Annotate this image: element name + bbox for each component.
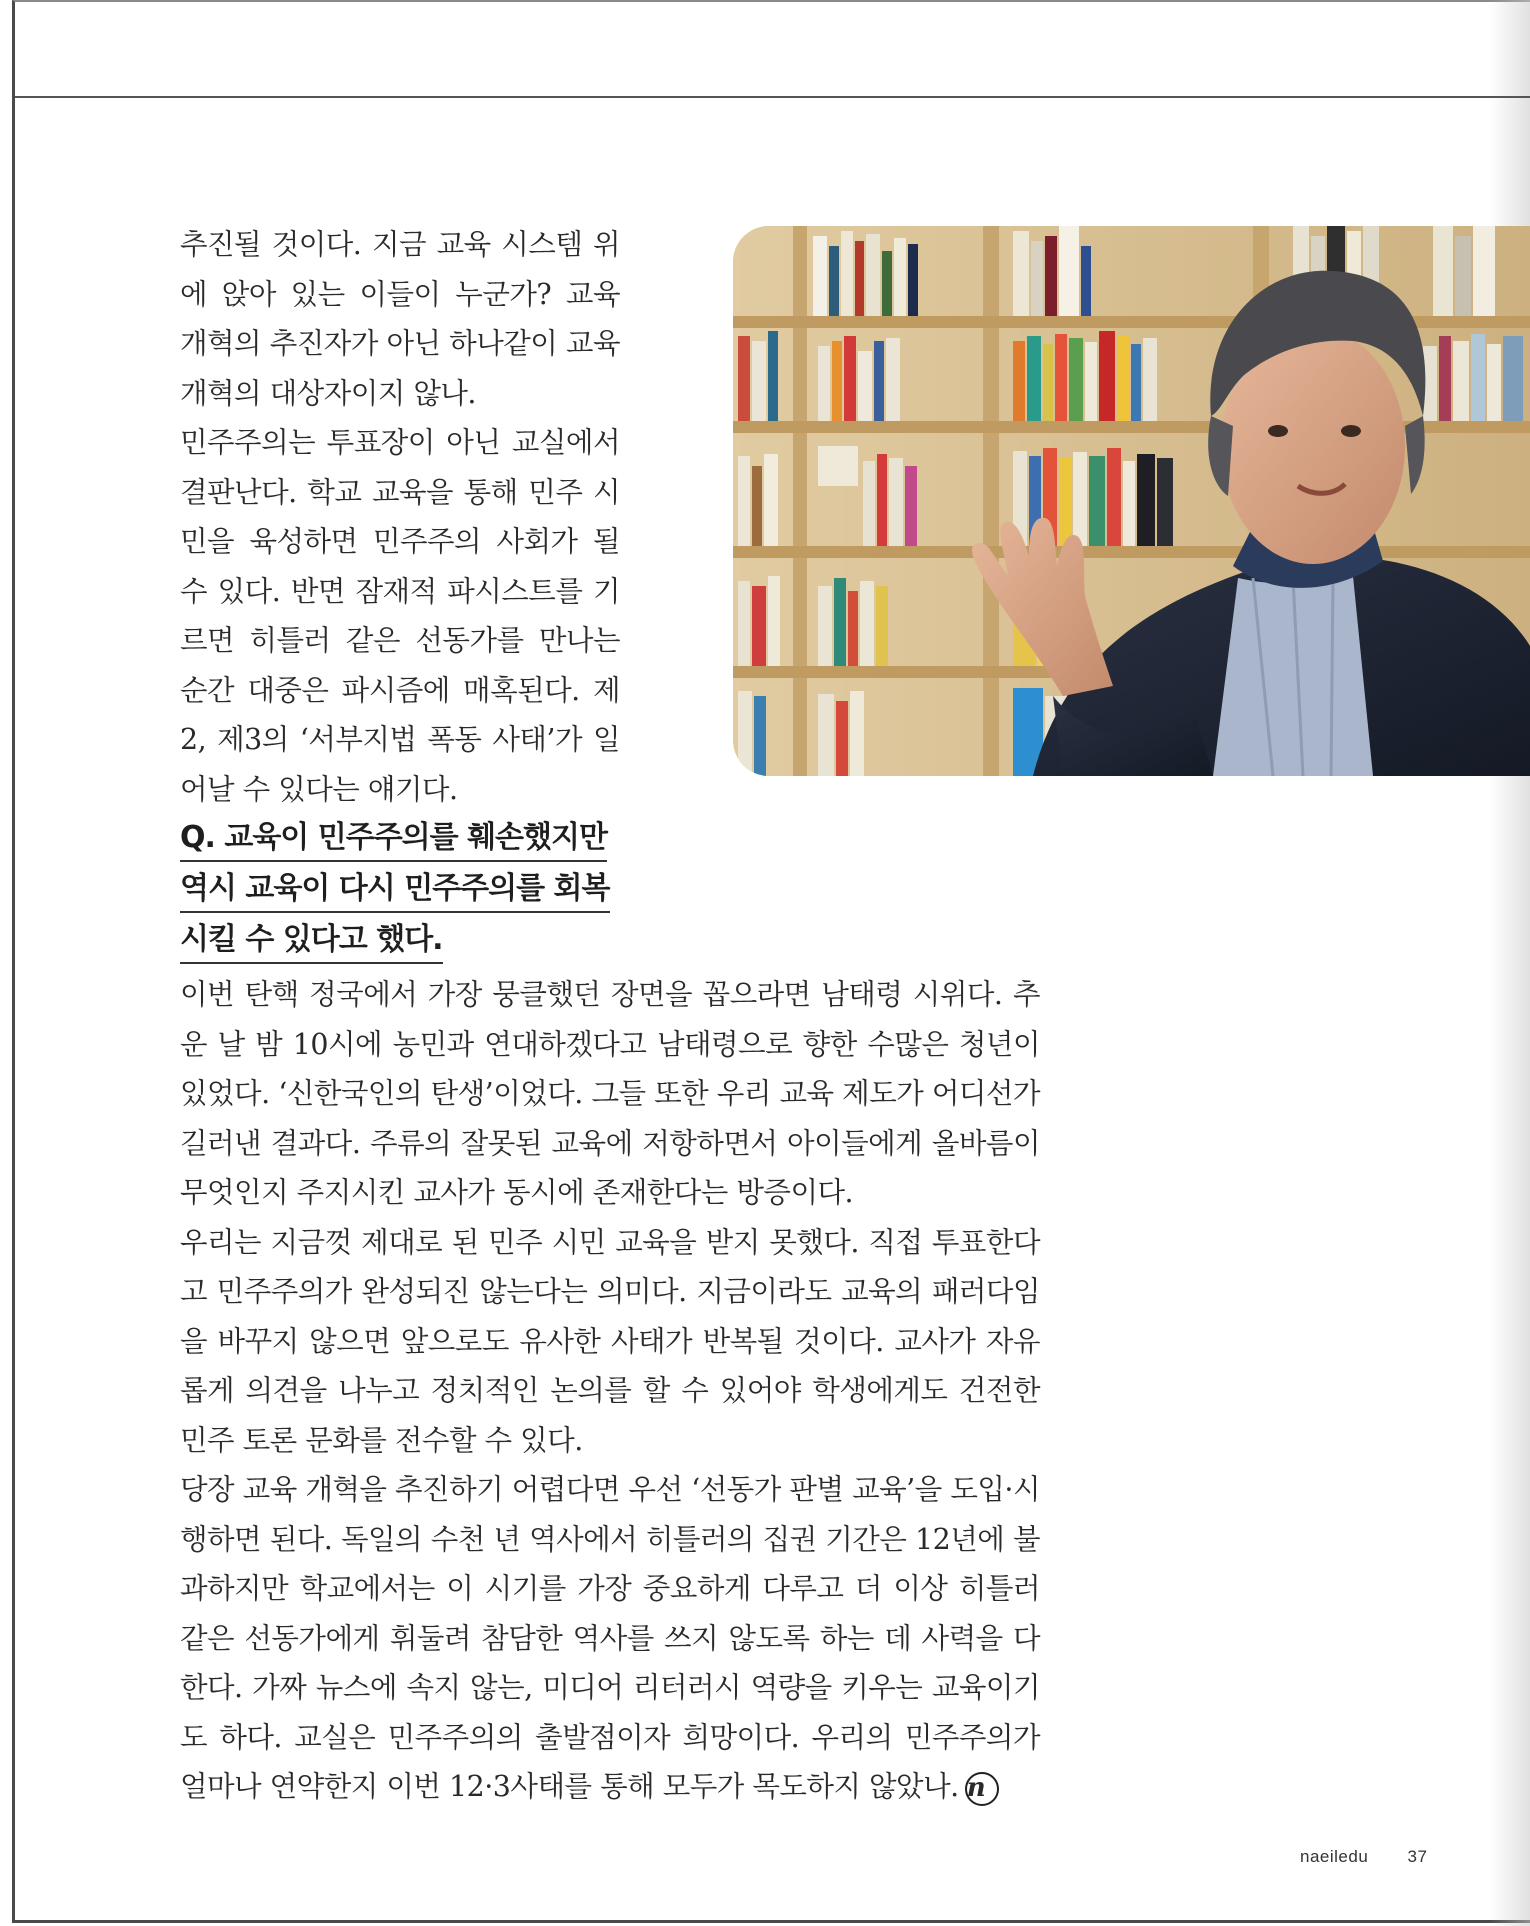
page-footer [1300,1847,1427,1867]
paragraph: 민주주의는 투표장이 아닌 교실에서 결판난다. 학교 교육을 통해 민주 시민을 육성하면 민주주의 사회가 될 수 있다. 반면 잠재적 파시스트를 기르면 히틀러 같은 선동가를 만나는 순간 대중은 파시즘에 매혹된다. 제2, 제3의 ‘서부지법 폭동 사태’가 일어날 수 있다는 얘기다. [180,426,620,806]
question-heading [180,816,620,969]
end-mark-icon: n [965,1772,999,1806]
magazine-brand: naeiledu [1300,1847,1369,1866]
question-line: 역시 교육이 다시 민주주의를 회복 [180,867,610,913]
top-text-column [180,220,620,814]
question-line: 시킬 수 있다고 했다. [180,918,443,964]
answer-text-column [180,970,1040,1812]
photo-illustration [733,226,1530,776]
paragraph-text: 당장 교육 개혁을 추진하기 어렵다면 우선 ‘선동가 판별 교육’을 도입·시행하면 된다. 독일의 수천 년 역사에서 히틀러의 집권 기간은 12년에 불과하지만 학교에서는 이 시기를 가장 중요하게 다루고 더 이상 히틀러 같은 선동가에게 휘둘려 참담한 역사를 쓰지 않도록 하는 데 사력을 다한다. 가짜 뉴스에 속지 않는, 미디어 리터러시 역량을 키우는 교육이기도 하다. 교실은 민주주의의 출발점이자 희망이다. 우리의 민주주의가 얼마나 연약한지 이번 12·3사태를 통해 모두가 목도하지 않았나. [180,1473,1040,1803]
paragraph: 이번 탄핵 정국에서 가장 뭉클했던 장면을 꼽으라면 남태령 시위다. 추운 날 밤 10시에 농민과 연대하겠다고 남태령으로 향한 수많은 청년이 있었다. ‘신한국인의 탄생’이었다. 그들 또한 우리 교육 제도가 어디선가 길러낸 결과다. 주류의 잘못된 교육에 저항하면서 아이들에게 올바름이 무엇인지 주지시킨 교사가 동시에 존재한다는 방증이다. [180,978,1040,1209]
header-rule [15,96,1530,98]
interview-photo [733,226,1530,776]
page-number: 37 [1407,1847,1428,1866]
question-line: Q. 교육이 민주주의를 훼손했지만 [180,816,607,862]
paragraph: 우리는 지금껏 제대로 된 민주 시민 교육을 받지 못했다. 직접 투표한다고 민주주의가 완성되진 않는다는 의미다. 지금이라도 교육의 패러다임을 바꾸지 않으면 앞으로도 유사한 사태가 반복될 것이다. 교사가 자유롭게 의견을 나누고 정치적인 논의를 할 수 있어야 학생에게도 건전한 민주 토론 문화를 전수할 수 있다. [180,1225,1040,1457]
paragraph: 추진될 것이다. 지금 교육 시스템 위에 앉아 있는 이들이 누군가? 교육 개혁의 추진자가 아닌 하나같이 교육 개혁의 대상자이지 않나. [180,228,620,410]
paragraph-last [180,1465,1040,1812]
